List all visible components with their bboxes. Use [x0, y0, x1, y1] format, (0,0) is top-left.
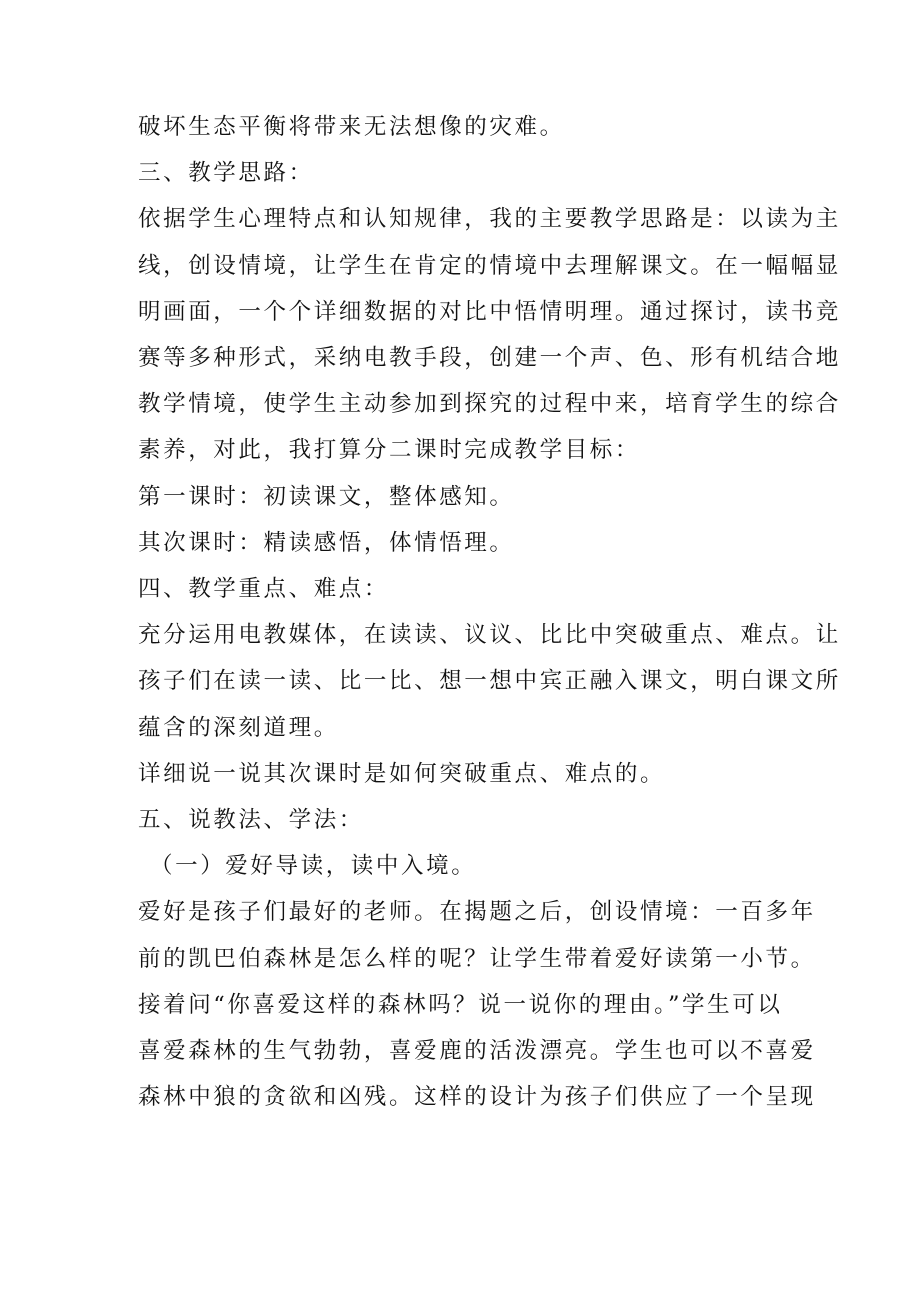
heading-key-points [138, 566, 788, 612]
text-line: 充分运用电教媒体，在读读、议议、比比中突破重点、难点。让 [138, 622, 841, 649]
subheading-interest-reading [138, 843, 788, 889]
text-line: 线，创设情境，让学生在肯定的情境中去理解课文。在一幅幅显 [138, 252, 841, 279]
text-line: 孩子们在读一读、比一比、想一想中宾正融入课文，明白课文所 [138, 668, 841, 695]
paragraph-explain [138, 751, 788, 797]
text-line: 第一课时：初读课文，整体感知。 [138, 483, 515, 510]
paragraph-disaster [138, 104, 788, 150]
paragraph-interest [138, 889, 816, 1120]
text-line: 蕴含的深刻道理。 [138, 714, 339, 741]
text-line: 五、说教法、学法： [138, 807, 364, 834]
text-line: 三、教学思路： [138, 160, 314, 187]
text-line: 其次课时：精读感悟，体情悟理。 [138, 529, 515, 556]
text-line: 森林中狼的贪欲和凶残。这样的设计为孩子们供应了一个呈现 [138, 1084, 816, 1111]
paragraph-second-lesson [138, 520, 788, 566]
heading-teaching-approach [138, 150, 788, 196]
paragraph-key-points [138, 612, 841, 751]
text-line: 赛等多种形式，采纳电教手段，创建一个声、色、形有机结合地 [138, 345, 841, 372]
text-line: 素养，对此，我打算分二课时完成教学目标： [138, 437, 641, 464]
paragraph-teaching-approach [138, 196, 841, 473]
text-line: 破坏生态平衡将带来无法想像的灾难。 [138, 114, 565, 140]
text-line: 明画面，一个个详细数据的对比中悟情明理。通过探讨，读书竞 [138, 298, 841, 325]
text-line: 爱好是孩子们最好的老师。在揭题之后，创设情境：一百多年 [138, 899, 816, 926]
text-line: 四、教学重点、难点： [138, 576, 390, 603]
text-line: 教学情境，使学生主动参加到探究的过程中来，培育学生的综合 [138, 391, 841, 418]
paragraph-first-lesson [138, 474, 788, 520]
text-line: 前的凯巴伯森林是怎么样的呢？让学生带着爱好读第一小节。 [138, 945, 816, 972]
text-line: 详细说一说其次课时是如何突破重点、难点的。 [138, 760, 666, 787]
text-line: 依据学生心理特点和认知规律，我的主要教学思路是：以读为主 [138, 206, 841, 233]
document-body [138, 104, 841, 1120]
text-line: （一）爱好导读，读中入境。 [150, 853, 477, 880]
text-line: 接着问“你喜爱这样的森林吗？说一说你的理由。”学生可以 [138, 991, 783, 1018]
heading-methods [138, 797, 788, 843]
text-line: 喜爱森林的生气勃勃，喜爱鹿的活泼漂亮。学生也可以不喜爱 [138, 1038, 816, 1065]
